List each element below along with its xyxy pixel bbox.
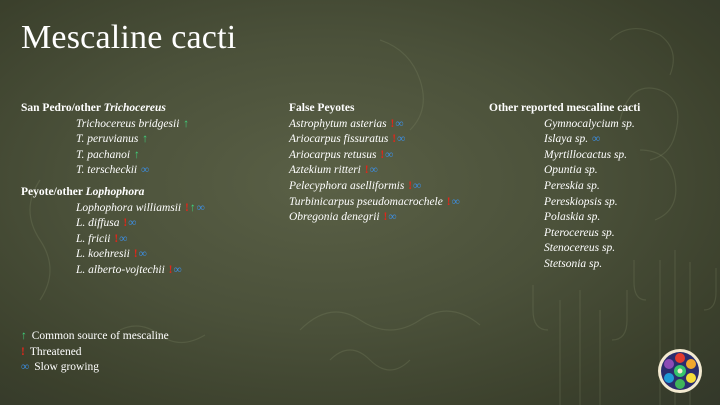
slow-growing-icon: ∞ xyxy=(196,201,205,214)
species-item xyxy=(76,148,286,164)
slow-growing-icon: ∞ xyxy=(21,361,30,374)
species-item xyxy=(289,163,499,179)
section-heading-lophophora xyxy=(21,185,286,201)
species-name: L. fricii xyxy=(76,232,111,245)
species-item xyxy=(544,257,719,273)
species-name: Myrtillocactus sp. xyxy=(544,148,628,161)
section-heading-false-peyotes: False Peyotes xyxy=(289,102,355,114)
species-name: L. diffusa xyxy=(76,217,120,230)
slow-growing-icon: ∞ xyxy=(591,133,601,146)
species-item xyxy=(544,241,719,257)
species-name: Lophophora williamsii xyxy=(76,201,182,214)
species-item xyxy=(289,132,499,148)
threatened-icon: ! xyxy=(21,345,25,358)
common-source-icon: ↑ xyxy=(183,117,190,130)
species-item xyxy=(76,117,286,133)
species-item xyxy=(544,148,719,164)
slow-growing-icon: ∞ xyxy=(138,248,147,261)
section-heading-trichocereus xyxy=(21,101,286,117)
species-item xyxy=(544,163,719,179)
symbol-legend xyxy=(21,329,169,376)
slow-growing-icon: ∞ xyxy=(173,263,182,276)
species-name: L. alberto-vojtechii xyxy=(76,263,165,276)
species-item xyxy=(289,179,499,195)
slow-growing-icon: ∞ xyxy=(451,195,460,208)
species-name: Ariocarpus fissuratus xyxy=(289,133,389,146)
common-source-icon: ↑ xyxy=(189,201,196,214)
species-name: Ariocarpus retusus xyxy=(289,148,377,161)
column-trichocereus-lophophora xyxy=(21,101,286,279)
species-name: Turbinicarpus pseudomacrochele xyxy=(289,195,443,208)
slide-title: Mescaline cacti xyxy=(21,19,237,56)
species-item xyxy=(544,195,719,211)
species-item xyxy=(76,263,286,279)
species-name: Pelecyphora aselliformis xyxy=(289,179,405,192)
species-item xyxy=(76,132,286,148)
species-name: Gymnocalycium sp. xyxy=(544,117,635,130)
slow-growing-icon: ∞ xyxy=(369,164,378,177)
threatened-icon: ! xyxy=(364,164,369,177)
species-name: Pereskia sp. xyxy=(544,179,600,192)
species-name: Islaya sp. xyxy=(544,133,589,146)
species-list-false-peyotes xyxy=(289,117,499,226)
threatened-icon: ! xyxy=(123,217,128,230)
species-name: Astrophytum asterias xyxy=(289,117,387,130)
species-item xyxy=(544,226,719,242)
species-item xyxy=(544,210,719,226)
slow-growing-icon: ∞ xyxy=(385,148,394,161)
mandala-logo-icon xyxy=(657,348,703,394)
species-item xyxy=(76,201,286,217)
species-item xyxy=(289,117,499,133)
species-name: Aztekium ritteri xyxy=(289,164,361,177)
threatened-icon: ! xyxy=(133,248,138,261)
legend-item-common xyxy=(21,329,169,345)
species-item xyxy=(544,132,719,148)
common-source-icon: ↑ xyxy=(21,330,27,342)
species-item xyxy=(289,195,499,211)
species-list-trichocereus xyxy=(21,117,286,179)
column-false-peyotes xyxy=(289,101,499,226)
threatened-icon: ! xyxy=(168,263,173,276)
species-name: Stenocereus sp. xyxy=(544,242,616,255)
species-name: Obregonia denegrii xyxy=(289,211,380,224)
species-item xyxy=(289,148,499,164)
threatened-icon: ! xyxy=(383,211,388,224)
threatened-icon: ! xyxy=(114,232,119,245)
common-source-icon: ↑ xyxy=(133,148,140,161)
species-name: T. peruvianus xyxy=(76,133,139,146)
legend-label: Threatened xyxy=(29,345,82,358)
species-item xyxy=(544,117,719,133)
legend-item-threatened xyxy=(21,345,169,361)
species-name: Polaskia sp. xyxy=(544,211,601,224)
species-item xyxy=(76,247,286,263)
slow-growing-icon: ∞ xyxy=(397,133,406,146)
slow-growing-icon: ∞ xyxy=(388,211,397,224)
threatened-icon: ! xyxy=(446,195,451,208)
threatened-icon: ! xyxy=(392,133,397,146)
section-heading-other-cacti: Other reported mescaline cacti xyxy=(489,102,641,114)
slow-growing-icon: ∞ xyxy=(395,117,404,130)
threatened-icon: ! xyxy=(390,117,395,130)
species-name: L. koehresii xyxy=(76,248,130,261)
species-name: Trichocereus bridgesii xyxy=(76,117,180,130)
legend-label: Slow growing xyxy=(34,361,100,374)
species-item xyxy=(76,216,286,232)
species-item xyxy=(76,232,286,248)
common-source-icon: ↑ xyxy=(142,133,149,146)
species-name: Pterocereus sp. xyxy=(544,226,615,239)
threatened-icon: ! xyxy=(380,148,385,161)
slow-growing-icon: ∞ xyxy=(413,179,422,192)
slow-growing-icon: ∞ xyxy=(140,164,150,177)
species-list-other-cacti xyxy=(489,117,719,273)
slow-growing-icon: ∞ xyxy=(128,217,137,230)
species-name: T. terscheckii xyxy=(76,164,138,177)
slow-growing-icon: ∞ xyxy=(119,232,128,245)
species-name: Stetsonia sp. xyxy=(544,257,603,270)
legend-item-slow xyxy=(21,360,169,376)
species-name: T. pachanoi xyxy=(76,148,131,161)
column-other-mescaline-cacti xyxy=(489,101,719,273)
threatened-icon: ! xyxy=(185,201,189,214)
section-heading-text: Peyote/other xyxy=(21,185,86,198)
threatened-icon: ! xyxy=(408,179,413,192)
species-name: Opuntia sp. xyxy=(544,164,598,177)
section-heading-genus: Lophophora xyxy=(85,185,145,198)
species-list-lophophora xyxy=(21,201,286,279)
species-item xyxy=(76,163,286,179)
legend-label: Common source of mescaline xyxy=(31,330,169,342)
species-name: Pereskiopsis sp. xyxy=(544,195,618,208)
species-item xyxy=(544,179,719,195)
section-heading-text: San Pedro/other xyxy=(21,102,104,114)
section-heading-genus: Trichocereus xyxy=(103,102,166,114)
species-item xyxy=(289,210,499,226)
